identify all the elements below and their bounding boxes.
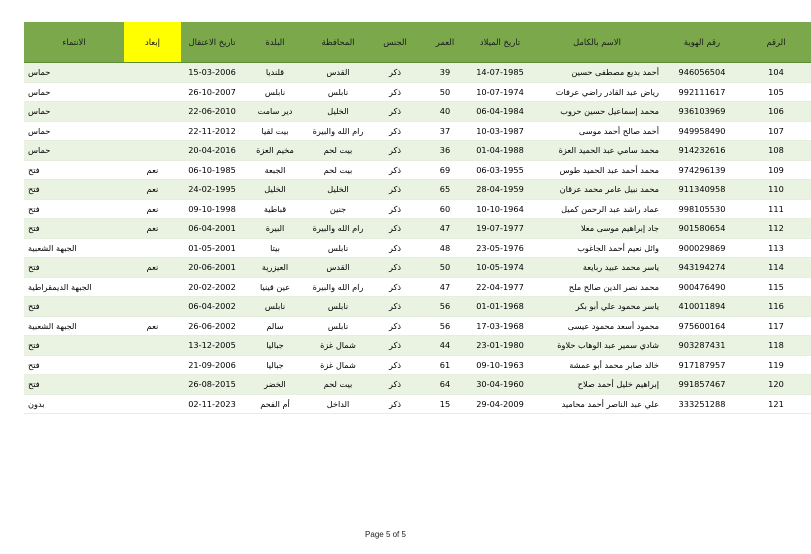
cell-age: 40 bbox=[421, 102, 469, 122]
cell-name: محمد نبيل عامر محمد عرقان bbox=[531, 180, 663, 200]
cell-dob: 06-03-1955 bbox=[469, 160, 531, 180]
cell-dob: 14-07-1985 bbox=[469, 63, 531, 83]
cell-town: العيزرية bbox=[243, 258, 307, 278]
cell-gender: ذكر bbox=[369, 219, 421, 239]
cell-arrest-date: 15-03-2006 bbox=[181, 63, 243, 83]
cell-deport bbox=[124, 238, 181, 258]
cell-num: 104 bbox=[741, 63, 811, 83]
cell-age: 56 bbox=[421, 316, 469, 336]
cell-age: 47 bbox=[421, 277, 469, 297]
header-affiliation: الانتماء bbox=[24, 22, 124, 63]
cell-governorate: نابلس bbox=[307, 82, 369, 102]
cell-gender: ذكر bbox=[369, 63, 421, 83]
cell-affiliation: حماس bbox=[24, 82, 124, 102]
cell-governorate: جنين bbox=[307, 199, 369, 219]
cell-town: جباليا bbox=[243, 355, 307, 375]
cell-dob: 19-07-1977 bbox=[469, 219, 531, 239]
cell-gender: ذكر bbox=[369, 277, 421, 297]
cell-deport bbox=[124, 63, 181, 83]
cell-deport bbox=[124, 394, 181, 414]
cell-age: 50 bbox=[421, 258, 469, 278]
cell-id: 333251288 bbox=[663, 394, 741, 414]
cell-name: ياسر محمد عبيد ربايعة bbox=[531, 258, 663, 278]
cell-town: مخيم العزة bbox=[243, 141, 307, 161]
header-id: رقم الهوية bbox=[663, 22, 741, 63]
cell-id: 900029869 bbox=[663, 238, 741, 258]
cell-num: 108 bbox=[741, 141, 811, 161]
cell-age: 69 bbox=[421, 160, 469, 180]
cell-governorate: الداخل bbox=[307, 394, 369, 414]
cell-gender: ذكر bbox=[369, 375, 421, 395]
cell-num: 116 bbox=[741, 297, 811, 317]
header-governorate: المحافظة bbox=[307, 22, 369, 63]
cell-affiliation: فتح bbox=[24, 160, 124, 180]
cell-deport: نعم bbox=[124, 258, 181, 278]
cell-num: 115 bbox=[741, 277, 811, 297]
cell-arrest-date: 02-11-2023 bbox=[181, 394, 243, 414]
header-gender: الجنس bbox=[369, 22, 421, 63]
cell-name: إبراهيم خليل أحمد صلاح bbox=[531, 375, 663, 395]
cell-arrest-date: 24-02-1995 bbox=[181, 180, 243, 200]
cell-dob: 10-03-1987 bbox=[469, 121, 531, 141]
cell-id: 974296139 bbox=[663, 160, 741, 180]
cell-affiliation: الجبهة الشعبية bbox=[24, 238, 124, 258]
cell-num: 105 bbox=[741, 82, 811, 102]
cell-affiliation: حماس bbox=[24, 121, 124, 141]
cell-name: محمود أسعد محمود عيسى bbox=[531, 316, 663, 336]
cell-id: 943194274 bbox=[663, 258, 741, 278]
cell-id: 917187957 bbox=[663, 355, 741, 375]
cell-dob: 10-05-1974 bbox=[469, 258, 531, 278]
table-header bbox=[24, 22, 811, 63]
cell-gender: ذكر bbox=[369, 316, 421, 336]
cell-num: 112 bbox=[741, 219, 811, 239]
cell-dob: 17-03-1968 bbox=[469, 316, 531, 336]
cell-deport bbox=[124, 141, 181, 161]
cell-deport bbox=[124, 82, 181, 102]
cell-dob: 23-05-1976 bbox=[469, 238, 531, 258]
cell-arrest-date: 26-10-2007 bbox=[181, 82, 243, 102]
cell-deport: نعم bbox=[124, 219, 181, 239]
table-body bbox=[24, 63, 811, 414]
cell-arrest-date: 26-06-2002 bbox=[181, 316, 243, 336]
cell-affiliation: حماس bbox=[24, 63, 124, 83]
cell-arrest-date: 20-06-2001 bbox=[181, 258, 243, 278]
cell-town: بيت لقيا bbox=[243, 121, 307, 141]
header-arrest-date: تاريخ الاعتقال bbox=[181, 22, 243, 63]
table-row bbox=[24, 121, 811, 141]
cell-deport: نعم bbox=[124, 160, 181, 180]
cell-name: محمد نصر الدين صالح ملح bbox=[531, 277, 663, 297]
cell-num: 110 bbox=[741, 180, 811, 200]
cell-age: 61 bbox=[421, 355, 469, 375]
table-row bbox=[24, 297, 811, 317]
cell-age: 47 bbox=[421, 219, 469, 239]
cell-gender: ذكر bbox=[369, 199, 421, 219]
cell-deport bbox=[124, 297, 181, 317]
cell-gender: ذكر bbox=[369, 160, 421, 180]
header-num: الرقم bbox=[741, 22, 811, 63]
cell-affiliation: فتح bbox=[24, 258, 124, 278]
table-row bbox=[24, 375, 811, 395]
cell-governorate: رام الله والبيرة bbox=[307, 121, 369, 141]
cell-town: بيتا bbox=[243, 238, 307, 258]
cell-id: 936103969 bbox=[663, 102, 741, 122]
cell-id: 410011894 bbox=[663, 297, 741, 317]
cell-town: عين قينيا bbox=[243, 277, 307, 297]
cell-name: محمد أحمد عبد الحميد طوس bbox=[531, 160, 663, 180]
cell-id: 991857467 bbox=[663, 375, 741, 395]
cell-governorate: بيت لحم bbox=[307, 160, 369, 180]
table-row bbox=[24, 180, 811, 200]
cell-affiliation: فتح bbox=[24, 180, 124, 200]
cell-name: ياسر محمود علي أبو بكر bbox=[531, 297, 663, 317]
cell-num: 107 bbox=[741, 121, 811, 141]
cell-id: 998105530 bbox=[663, 199, 741, 219]
cell-deport bbox=[124, 277, 181, 297]
cell-age: 37 bbox=[421, 121, 469, 141]
cell-affiliation: فتح bbox=[24, 336, 124, 356]
cell-affiliation: الجبهة الشعبية bbox=[24, 316, 124, 336]
cell-arrest-date: 21-09-2006 bbox=[181, 355, 243, 375]
cell-name: محمد سامي عبد الحميد العزة bbox=[531, 141, 663, 161]
cell-gender: ذكر bbox=[369, 394, 421, 414]
cell-id: 911340958 bbox=[663, 180, 741, 200]
cell-gender: ذكر bbox=[369, 336, 421, 356]
cell-gender: ذكر bbox=[369, 238, 421, 258]
cell-name: شادي سمير عبد الوهاب حلاوة bbox=[531, 336, 663, 356]
cell-id: 949958490 bbox=[663, 121, 741, 141]
cell-arrest-date: 20-02-2002 bbox=[181, 277, 243, 297]
cell-affiliation: فتح bbox=[24, 375, 124, 395]
cell-affiliation: فتح bbox=[24, 199, 124, 219]
cell-age: 39 bbox=[421, 63, 469, 83]
cell-affiliation: حماس bbox=[24, 102, 124, 122]
cell-arrest-date: 06-10-1985 bbox=[181, 160, 243, 180]
cell-num: 106 bbox=[741, 102, 811, 122]
table-row bbox=[24, 199, 811, 219]
cell-deport: نعم bbox=[124, 199, 181, 219]
cell-governorate: نابلس bbox=[307, 238, 369, 258]
cell-gender: ذكر bbox=[369, 121, 421, 141]
cell-affiliation: بدون bbox=[24, 394, 124, 414]
cell-town: سالم bbox=[243, 316, 307, 336]
cell-arrest-date: 01-05-2001 bbox=[181, 238, 243, 258]
cell-num: 121 bbox=[741, 394, 811, 414]
cell-name: أحمد صالح أحمد موسى bbox=[531, 121, 663, 141]
table-row bbox=[24, 160, 811, 180]
cell-dob: 10-07-1974 bbox=[469, 82, 531, 102]
cell-town: الخضر bbox=[243, 375, 307, 395]
cell-governorate: نابلس bbox=[307, 297, 369, 317]
cell-name: محمد إسماعيل حسين حروب bbox=[531, 102, 663, 122]
cell-dob: 06-04-1984 bbox=[469, 102, 531, 122]
cell-gender: ذكر bbox=[369, 258, 421, 278]
page-number: Page 5 of 5 bbox=[365, 530, 406, 539]
cell-name: وائل نعيم أحمد الجاغوب bbox=[531, 238, 663, 258]
cell-name: جاد إبراهيم موسى معلا bbox=[531, 219, 663, 239]
cell-arrest-date: 06-04-2002 bbox=[181, 297, 243, 317]
cell-age: 56 bbox=[421, 297, 469, 317]
cell-affiliation: فتح bbox=[24, 355, 124, 375]
header-row bbox=[24, 22, 811, 63]
cell-governorate: شمال غزة bbox=[307, 355, 369, 375]
cell-id: 903287431 bbox=[663, 336, 741, 356]
cell-arrest-date: 22-06-2010 bbox=[181, 102, 243, 122]
header-name: الاسم بالكامل bbox=[531, 22, 663, 63]
cell-name: علي عبد الناصر أحمد محاميد bbox=[531, 394, 663, 414]
cell-id: 914232616 bbox=[663, 141, 741, 161]
cell-dob: 23-01-1980 bbox=[469, 336, 531, 356]
cell-age: 44 bbox=[421, 336, 469, 356]
cell-town: جباليا bbox=[243, 336, 307, 356]
cell-name: رياض عبد القادر راضي عرفات bbox=[531, 82, 663, 102]
cell-arrest-date: 09-10-1998 bbox=[181, 199, 243, 219]
cell-id: 900476490 bbox=[663, 277, 741, 297]
cell-arrest-date: 22-11-2012 bbox=[181, 121, 243, 141]
table-row bbox=[24, 82, 811, 102]
cell-deport bbox=[124, 355, 181, 375]
cell-age: 60 bbox=[421, 199, 469, 219]
table-row bbox=[24, 258, 811, 278]
table-row bbox=[24, 238, 811, 258]
cell-town: دير سامت bbox=[243, 102, 307, 122]
cell-deport: نعم bbox=[124, 180, 181, 200]
cell-deport bbox=[124, 336, 181, 356]
cell-governorate: الخليل bbox=[307, 180, 369, 200]
cell-num: 109 bbox=[741, 160, 811, 180]
cell-name: خالد صابر محمد أبو عمشة bbox=[531, 355, 663, 375]
cell-governorate: الخليل bbox=[307, 102, 369, 122]
cell-dob: 01-01-1968 bbox=[469, 297, 531, 317]
table-row bbox=[24, 63, 811, 83]
prisoners-table bbox=[24, 22, 811, 414]
cell-num: 117 bbox=[741, 316, 811, 336]
cell-governorate: رام الله والبيرة bbox=[307, 219, 369, 239]
cell-dob: 29-04-2009 bbox=[469, 394, 531, 414]
cell-governorate: القدس bbox=[307, 258, 369, 278]
cell-gender: ذكر bbox=[369, 141, 421, 161]
cell-id: 992111617 bbox=[663, 82, 741, 102]
table-row bbox=[24, 394, 811, 414]
cell-town: قلنديا bbox=[243, 63, 307, 83]
cell-num: 118 bbox=[741, 336, 811, 356]
cell-governorate: القدس bbox=[307, 63, 369, 83]
cell-town: الخليل bbox=[243, 180, 307, 200]
cell-age: 48 bbox=[421, 238, 469, 258]
cell-governorate: شمال غزة bbox=[307, 336, 369, 356]
cell-town: أم الفحم bbox=[243, 394, 307, 414]
cell-dob: 30-04-1960 bbox=[469, 375, 531, 395]
cell-gender: ذكر bbox=[369, 102, 421, 122]
cell-dob: 28-04-1959 bbox=[469, 180, 531, 200]
cell-arrest-date: 20-04-2016 bbox=[181, 141, 243, 161]
cell-age: 64 bbox=[421, 375, 469, 395]
cell-deport bbox=[124, 375, 181, 395]
cell-arrest-date: 06-04-2001 bbox=[181, 219, 243, 239]
cell-id: 946056504 bbox=[663, 63, 741, 83]
cell-id: 901580654 bbox=[663, 219, 741, 239]
cell-deport bbox=[124, 121, 181, 141]
header-deport: إبعاد bbox=[124, 22, 181, 63]
cell-gender: ذكر bbox=[369, 180, 421, 200]
cell-affiliation: فتح bbox=[24, 219, 124, 239]
cell-affiliation: فتح bbox=[24, 297, 124, 317]
cell-gender: ذكر bbox=[369, 297, 421, 317]
cell-arrest-date: 26-08-2015 bbox=[181, 375, 243, 395]
header-dob: تاريخ الميلاد bbox=[469, 22, 531, 63]
cell-dob: 10-10-1964 bbox=[469, 199, 531, 219]
cell-town: نابلس bbox=[243, 297, 307, 317]
cell-affiliation: الجبهة الديمقراطية bbox=[24, 277, 124, 297]
cell-num: 113 bbox=[741, 238, 811, 258]
cell-dob: 22-04-1977 bbox=[469, 277, 531, 297]
cell-num: 114 bbox=[741, 258, 811, 278]
cell-age: 50 bbox=[421, 82, 469, 102]
cell-dob: 01-04-1988 bbox=[469, 141, 531, 161]
cell-arrest-date: 13-12-2005 bbox=[181, 336, 243, 356]
cell-age: 36 bbox=[421, 141, 469, 161]
cell-town: نابلس bbox=[243, 82, 307, 102]
table-row bbox=[24, 355, 811, 375]
cell-id: 975600164 bbox=[663, 316, 741, 336]
cell-governorate: بيت لحم bbox=[307, 141, 369, 161]
cell-governorate: نابلس bbox=[307, 316, 369, 336]
cell-town: قباطية bbox=[243, 199, 307, 219]
cell-num: 119 bbox=[741, 355, 811, 375]
table-row bbox=[24, 316, 811, 336]
table-row bbox=[24, 141, 811, 161]
table-row bbox=[24, 336, 811, 356]
cell-age: 65 bbox=[421, 180, 469, 200]
cell-name: عماد راشد عبد الرحمن كميل bbox=[531, 199, 663, 219]
cell-num: 111 bbox=[741, 199, 811, 219]
cell-age: 15 bbox=[421, 394, 469, 414]
cell-gender: ذكر bbox=[369, 355, 421, 375]
cell-deport: نعم bbox=[124, 316, 181, 336]
table-row bbox=[24, 102, 811, 122]
cell-gender: ذكر bbox=[369, 82, 421, 102]
cell-governorate: بيت لحم bbox=[307, 375, 369, 395]
cell-town: الجبعة bbox=[243, 160, 307, 180]
cell-town: البيرة bbox=[243, 219, 307, 239]
cell-affiliation: حماس bbox=[24, 141, 124, 161]
cell-deport bbox=[124, 102, 181, 122]
table-row bbox=[24, 277, 811, 297]
cell-num: 120 bbox=[741, 375, 811, 395]
cell-dob: 09-10-1963 bbox=[469, 355, 531, 375]
table-row bbox=[24, 219, 811, 239]
header-age: العمر bbox=[421, 22, 469, 63]
header-town: البلدة bbox=[243, 22, 307, 63]
cell-name: أحمد بديع مصطفى حسين bbox=[531, 63, 663, 83]
cell-governorate: رام الله والبيرة bbox=[307, 277, 369, 297]
